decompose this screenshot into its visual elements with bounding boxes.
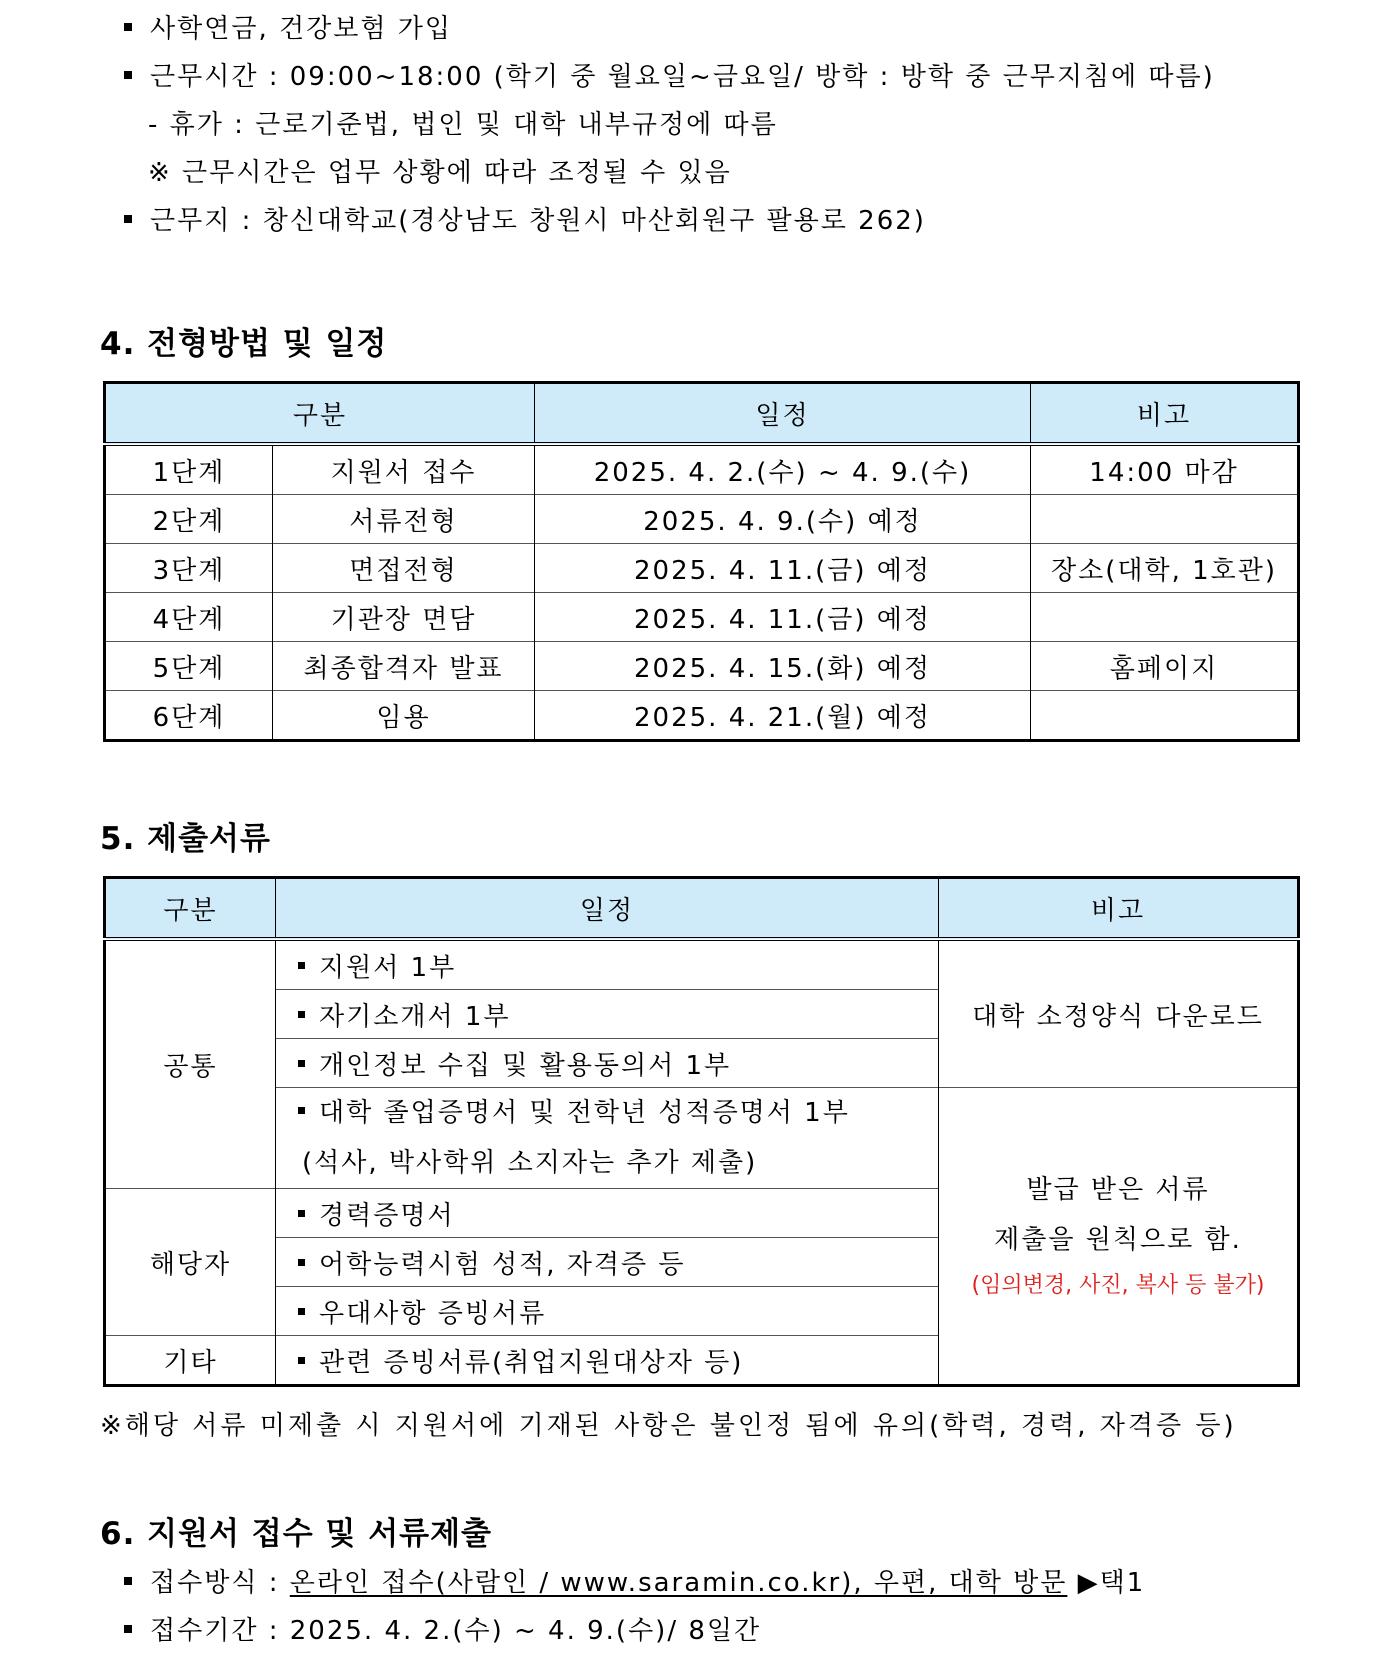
table-row bbox=[105, 939, 1299, 990]
list-item bbox=[276, 990, 939, 1039]
bullet-square-icon bbox=[124, 215, 132, 223]
note-cell bbox=[1031, 495, 1299, 544]
schedule-header-row bbox=[105, 383, 1299, 445]
header-schedule: 일정 bbox=[535, 383, 1031, 445]
method-label: 접수방식 : bbox=[150, 1568, 290, 1598]
schedule-table bbox=[103, 381, 1300, 742]
stage-cell: 6단계 bbox=[105, 691, 273, 741]
bullet-workplace bbox=[124, 206, 926, 236]
bullet-pension bbox=[124, 14, 452, 44]
item-subtext: (석사, 박사학위 소지자는 추가 제출) bbox=[302, 1148, 758, 1178]
method-suffix: ▶택1 bbox=[1067, 1568, 1146, 1598]
stage-name-cell: 면접전형 bbox=[273, 544, 535, 593]
bullet-square-icon bbox=[124, 1577, 132, 1585]
stage-name-cell: 기관장 면담 bbox=[273, 593, 535, 642]
note-issued-line-2: 제출을 원칙으로 함. bbox=[994, 1225, 1242, 1255]
note-issued-warning: (임의변경, 사진, 복사 등 불가) bbox=[971, 1273, 1265, 1298]
header-schedule: 일정 bbox=[276, 878, 939, 940]
method-value: 온라인 접수(사람인 / www.saramin.co.kr), 우편, 대학 방문 bbox=[289, 1568, 1068, 1598]
note-cell: 14:00 마감 bbox=[1031, 444, 1299, 495]
bullet-period bbox=[124, 1616, 761, 1646]
header-category: 구분 bbox=[105, 878, 276, 940]
table-row bbox=[105, 642, 1299, 691]
stage-name-cell: 서류전형 bbox=[273, 495, 535, 544]
item-text: 대학 졸업증명서 및 전학년 성적증명서 1부 bbox=[319, 1098, 850, 1128]
header-category: 구분 bbox=[105, 383, 535, 445]
bullet-square-icon bbox=[298, 1308, 305, 1315]
list-item bbox=[276, 1287, 939, 1336]
stage-cell: 4단계 bbox=[105, 593, 273, 642]
item-text: 관련 증빙서류(취업지원대상자 등) bbox=[319, 1347, 744, 1378]
date-cell: 2025. 4. 2.(수) ~ 4. 9.(수) bbox=[535, 444, 1031, 495]
stage-cell: 5단계 bbox=[105, 642, 273, 691]
table-row bbox=[105, 593, 1299, 642]
table-row bbox=[105, 1088, 1299, 1189]
list-item bbox=[276, 1336, 939, 1386]
bullet-square-icon bbox=[298, 1107, 305, 1114]
note-cell: 장소(대학, 1호관) bbox=[1031, 544, 1299, 593]
item-text: 개인정보 수집 및 활용동의서 1부 bbox=[319, 1050, 732, 1081]
bullet-method bbox=[124, 1568, 1145, 1598]
date-cell: 2025. 4. 11.(금) 예정 bbox=[535, 593, 1031, 642]
category-applicable: 해당자 bbox=[105, 1189, 276, 1336]
leave-line bbox=[148, 110, 778, 140]
date-cell: 2025. 4. 9.(수) 예정 bbox=[535, 495, 1031, 544]
item-text: 경력증명서 bbox=[319, 1200, 455, 1231]
documents-footnote bbox=[100, 1411, 1237, 1441]
item-text: 어학능력시험 성적, 자격증 등 bbox=[319, 1249, 686, 1280]
list-item bbox=[276, 1189, 939, 1238]
section-4-title: 4. 전형방법 및 일정 bbox=[100, 326, 388, 362]
bullet-square-icon bbox=[298, 1210, 305, 1217]
item-text: 자기소개서 1부 bbox=[319, 1001, 511, 1032]
date-cell: 2025. 4. 15.(화) 예정 bbox=[535, 642, 1031, 691]
stage-cell: 2단계 bbox=[105, 495, 273, 544]
item-text: 지원서 1부 bbox=[319, 952, 457, 983]
bullet-square-icon bbox=[298, 1060, 305, 1067]
stage-cell: 1단계 bbox=[105, 444, 273, 495]
bullet-text: 근무지 : 창신대학교(경상남도 창원시 마산회원구 팔용로 262) bbox=[150, 206, 926, 236]
bullet-hours bbox=[124, 62, 1215, 92]
header-remarks: 비고 bbox=[939, 878, 1299, 940]
bullet-square-icon bbox=[298, 1357, 305, 1364]
list-item bbox=[276, 1039, 939, 1088]
bullet-text: 근무시간 : 09:00~18:00 (학기 중 월요일~금요일/ 방학 : 방학 중 근무지침에 따름) bbox=[150, 62, 1215, 92]
list-item bbox=[276, 1238, 939, 1287]
stage-cell: 3단계 bbox=[105, 544, 273, 593]
documents-table bbox=[103, 876, 1300, 1387]
bullet-square-icon bbox=[124, 71, 132, 79]
bullet-square-icon bbox=[298, 962, 305, 969]
category-other: 기타 bbox=[105, 1336, 276, 1386]
date-cell: 2025. 4. 21.(월) 예정 bbox=[535, 691, 1031, 741]
table-row bbox=[105, 544, 1299, 593]
note-cell bbox=[1031, 593, 1299, 642]
note-text: ※ 근무시간은 업무 상황에 따라 조정될 수 있음 bbox=[148, 158, 732, 188]
bullet-square-icon bbox=[124, 1625, 132, 1633]
note-download: 대학 소정양식 다운로드 bbox=[939, 939, 1299, 1088]
list-item bbox=[276, 1088, 939, 1189]
table-row bbox=[105, 444, 1299, 495]
table-row bbox=[105, 495, 1299, 544]
leave-text: - 휴가 : 근로기준법, 법인 및 대학 내부규정에 따름 bbox=[148, 110, 778, 140]
list-item bbox=[276, 939, 939, 990]
bullet-text: 사학연금, 건강보험 가입 bbox=[150, 14, 452, 44]
stage-name-cell: 지원서 접수 bbox=[273, 444, 535, 495]
note-line bbox=[148, 158, 732, 188]
note-issued bbox=[939, 1088, 1299, 1386]
note-cell bbox=[1031, 691, 1299, 741]
date-cell: 2025. 4. 11.(금) 예정 bbox=[535, 544, 1031, 593]
header-remarks: 비고 bbox=[1031, 383, 1299, 445]
stage-name-cell: 최종합격자 발표 bbox=[273, 642, 535, 691]
item-text: 우대사항 증빙서류 bbox=[319, 1298, 547, 1329]
section-6-title: 6. 지원서 접수 및 서류제출 bbox=[100, 1516, 492, 1552]
note-issued-line-1: 발급 받은 서류 bbox=[1026, 1175, 1210, 1205]
table-row bbox=[105, 691, 1299, 741]
category-common: 공통 bbox=[105, 939, 276, 1189]
section-5-title: 5. 제출서류 bbox=[100, 821, 271, 857]
bullet-square-icon bbox=[298, 1011, 305, 1018]
period-text: 접수기간 : 2025. 4. 2.(수) ~ 4. 9.(수)/ 8일간 bbox=[150, 1616, 762, 1646]
stage-name-cell: 임용 bbox=[273, 691, 535, 741]
documents-header-row bbox=[105, 878, 1299, 940]
footnote-text: ※해당 서류 미제출 시 지원서에 기재된 사항은 불인정 됨에 유의(학력, 경력, 자격증 등) bbox=[100, 1411, 1237, 1441]
note-cell: 홈페이지 bbox=[1031, 642, 1299, 691]
bullet-square-icon bbox=[298, 1259, 305, 1266]
bullet-square-icon bbox=[124, 23, 132, 31]
